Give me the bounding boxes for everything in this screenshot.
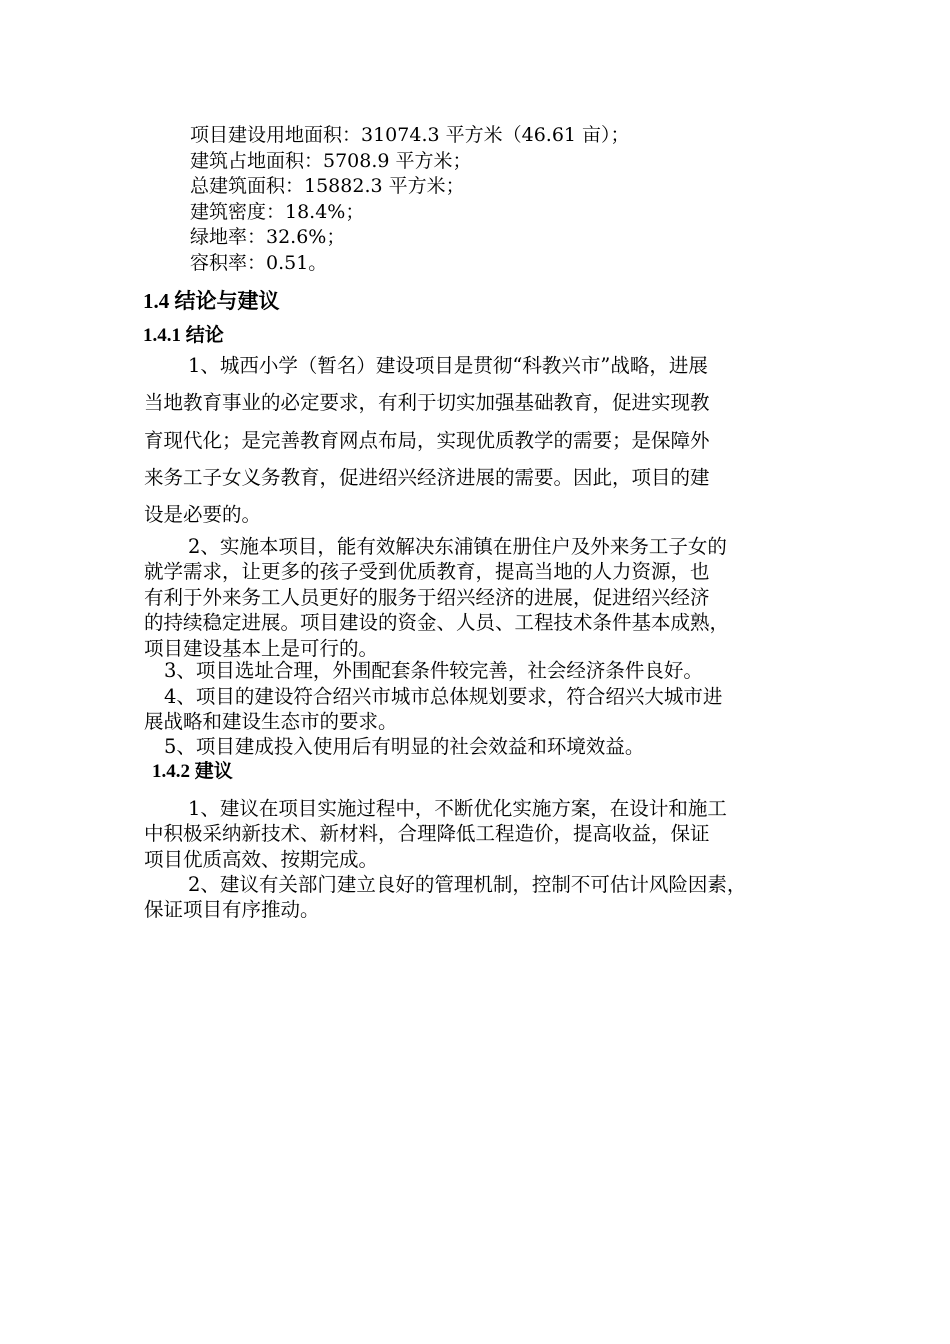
text-line: 1、建议在项目实施过程中，不断优化实施方案，在设计和施工 [188, 797, 727, 820]
text-line: 项目建设基本上是可行的。 [144, 636, 379, 660]
text-line: 项目优质高效、按期完成。 [144, 847, 379, 871]
conclusion-paragraph-4 [144, 684, 824, 735]
stat-land-area: 项目建设用地面积：31074.3 平方米（46.61 亩）； [190, 124, 630, 146]
text-line: 当地教育事业的必定要求，有利于切实加强基础教育，促进实现教 [144, 391, 710, 415]
suggestion-heading: 1.4.2 建议 [152, 761, 233, 782]
stat-building-density: 建筑密度：18.4%； [190, 200, 365, 223]
conclusion-paragraph-3 [144, 658, 824, 683]
suggestion-paragraph-1 [144, 796, 824, 872]
text-line: 1、城西小学（暂名）建设项目是贯彻“科教兴市”战略，进展 [188, 354, 708, 377]
stat-footprint-area: 建筑占地面积：5708.9 平方米； [190, 149, 472, 172]
text-line: 保证项目有序推动。 [144, 898, 320, 922]
text-line: 育现代化；是完善教育网点布局，实现优质教学的需要；是保障外 [144, 428, 710, 452]
text-line: 2、实施本项目，能有效解决东浦镇在册住户及外来务工子女的 [188, 535, 727, 558]
text-line: 设是必要的。 [144, 503, 262, 527]
text-line: 的持续稳定进展。项目建设的资金、人员、工程技术条件基本成熟， [144, 611, 730, 635]
conclusion-paragraph-5 [144, 734, 824, 759]
text-line: 就学需求，让更多的孩子受到优质教育，提高当地的人力资源，也 [144, 560, 710, 584]
project-stats-list [190, 123, 830, 277]
text-line: 4、项目的建设符合绍兴市城市总体规划要求，符合绍兴大城市进 [164, 685, 723, 708]
section-heading: 1.4 结论与建议 [143, 289, 280, 313]
stat-plot-ratio: 容积率：0.51。 [190, 251, 328, 274]
text-line: 来务工子女义务教育，促进绍兴经济进展的需要。因此，项目的建 [144, 465, 710, 489]
suggestion-paragraph-2 [144, 872, 824, 923]
conclusion-heading: 1.4.1 结论 [143, 325, 224, 346]
conclusion-paragraph-2 [144, 534, 824, 661]
conclusion-paragraph-1 [144, 347, 824, 533]
text-line: 5、项目建成投入使用后有明显的社会效益和环境效益。 [164, 735, 645, 758]
text-line: 3、项目选址合理，外围配套条件较完善，社会经济条件良好。 [164, 659, 703, 682]
text-line: 中积极采纳新技术、新材料，合理降低工程造价，提高收益，保证 [144, 822, 710, 846]
text-line: 有利于外来务工人员更好的服务于绍兴经济的进展，促进绍兴经济 [144, 585, 710, 609]
text-line: 2、建议有关部门建立良好的管理机制，控制不可估计风险因素， [188, 873, 747, 896]
stat-green-ratio: 绿地率：32.6%； [190, 226, 346, 249]
stat-total-floor-area: 总建筑面积：15882.3 平方米； [190, 175, 465, 198]
text-line: 展战略和建设生态市的要求。 [144, 710, 398, 734]
